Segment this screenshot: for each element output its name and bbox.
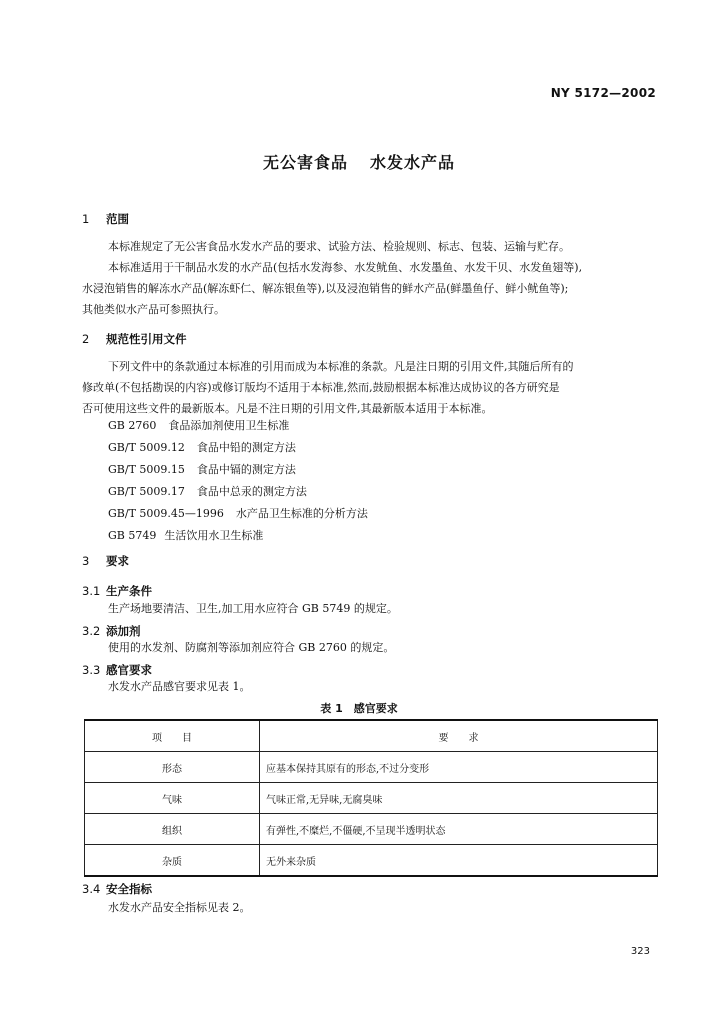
document-title	[0, 150, 718, 173]
section-2-paragraph-line-3: 否可使用这些文件的最新版本。凡是不注日期的引用文件,其最新版本适用于本标准。	[82, 402, 493, 415]
section-3-3-text: 水发水产品感官要求见表 1。	[108, 680, 251, 693]
reference-item: GB/T 5009.45—1996 水产品卫生标准的分析方法	[108, 507, 368, 520]
row-requirement: 应基本保持其原有的形态,不过分变形	[260, 752, 658, 783]
table-header-row	[85, 720, 658, 752]
row-requirement: 气味正常,无异味,无腐臭味	[260, 783, 658, 814]
row-item: 气味	[85, 783, 260, 814]
section-1-heading: 1 范围	[82, 212, 129, 226]
column-header-requirement: 要 求	[260, 720, 658, 752]
table-row	[85, 845, 658, 877]
row-requirement: 无外来杂质	[260, 845, 658, 877]
section-1-paragraph-2-line-3: 其他类似水产品可参照执行。	[82, 303, 225, 316]
section-3-3-heading: 3.3 感官要求	[82, 663, 152, 677]
section-3-1-text: 生产场地要清洁、卫生,加工用水应符合 GB 5749 的规定。	[108, 602, 398, 615]
reference-item: GB/T 5009.12 食品中铅的测定方法	[108, 441, 296, 454]
section-1-paragraph-2-line-2: 水浸泡销售的解冻水产品(解冻虾仁、解冻银鱼等),以及浸泡销售的鲜水产品(鲜墨鱼仔、鲜小鱿鱼等);	[82, 282, 569, 295]
row-item: 组织	[85, 814, 260, 845]
table-row	[85, 783, 658, 814]
sensory-requirements-table	[84, 719, 658, 877]
row-item: 形态	[85, 752, 260, 783]
title-part-b: 水发水产品	[370, 153, 456, 172]
section-3-2-heading: 3.2 添加剂	[82, 624, 141, 638]
row-requirement: 有弹性,不糜烂,不僵硬,不呈现半透明状态	[260, 814, 658, 845]
section-1-paragraph-2-line-1: 本标准适用于干制品水发的水产品(包括水发海参、水发鱿鱼、水发墨鱼、水发干贝、水发鱼翅等),	[108, 261, 583, 274]
row-item: 杂质	[85, 845, 260, 877]
reference-item: GB/T 5009.17 食品中总汞的测定方法	[108, 485, 307, 498]
page-number: 323	[630, 946, 650, 957]
table-row	[85, 752, 658, 783]
section-2-paragraph-line-1: 下列文件中的条款通过本标准的引用而成为本标准的条款。凡是注日期的引用文件,其随后所有的	[108, 360, 574, 373]
section-2-heading: 2 规范性引用文件	[82, 332, 187, 346]
section-3-2-text: 使用的水发剂、防腐剂等添加剂应符合 GB 2760 的规定。	[108, 641, 395, 654]
reference-item: GB/T 5009.15 食品中镉的测定方法	[108, 463, 296, 476]
section-1-paragraph-1: 本标准规定了无公害食品水发水产品的要求、试验方法、检验规则、标志、包装、运输与贮存。	[108, 240, 570, 253]
table-1-caption: 表 1 感官要求	[320, 702, 398, 715]
standard-code: NY 5172—2002	[550, 86, 656, 100]
title-part-a: 无公害食品	[262, 153, 348, 172]
column-header-item: 项 目	[85, 720, 260, 752]
section-3-heading: 3 要求	[82, 554, 129, 568]
section-3-1-heading: 3.1 生产条件	[82, 584, 152, 598]
table-row	[85, 814, 658, 845]
normative-references-list	[108, 415, 368, 547]
reference-item: GB 5749 生活饮用水卫生标准	[108, 529, 264, 542]
section-3-4-text: 水发水产品安全指标见表 2。	[108, 901, 251, 914]
section-2-paragraph-line-2: 修改单(不包括勘误的内容)或修订版均不适用于本标准,然而,鼓励根据本标准达成协议的各方研究是	[82, 381, 560, 394]
reference-item: GB 2760 食品添加剂使用卫生标准	[108, 419, 290, 432]
section-3-4-heading: 3.4 安全指标	[82, 882, 152, 896]
